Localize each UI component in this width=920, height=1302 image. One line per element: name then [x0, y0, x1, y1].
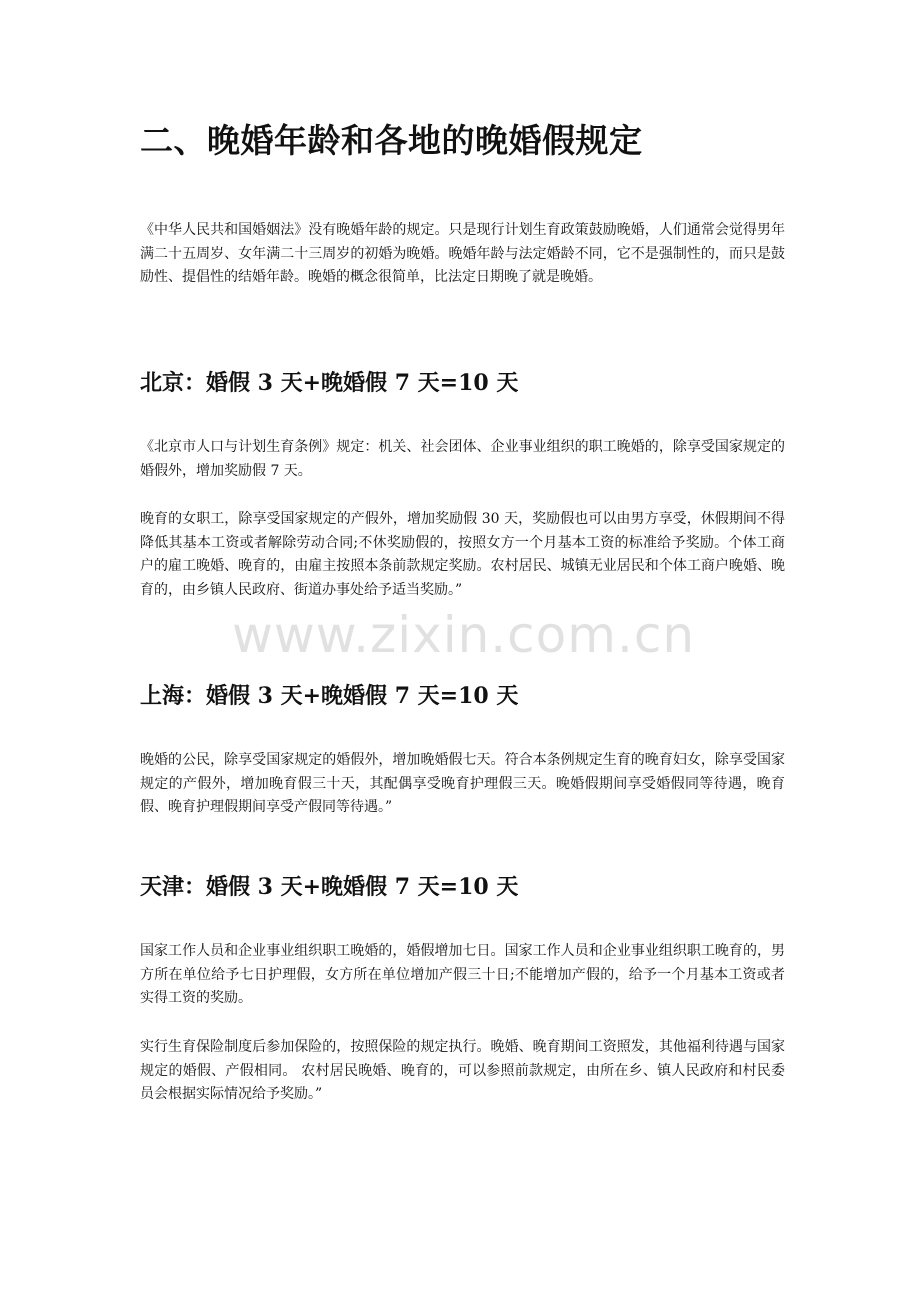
tianjin-paragraph-2: 实行生育保险制度后参加保险的，按照保险的规定执行。晚婚、晚育期间工资照发，其他福利待遇与国家规定的婚假、产假相同。 农村居民晚婚、晚育的，可以参照前款规定，由所在乡、镇人民政府和村民委员会根据实际情况给予奖励。” — [140, 1039, 785, 1102]
section-heading-tianjin: 天津：婚假 3 天+晚婚假 7 天=10 天 — [140, 874, 519, 900]
shanghai-paragraph-1: 晚婚的公民，除享受国家规定的婚假外，增加晚婚假七天。符合本条例规定生育的晚育妇女，除享受国家规定的产假外，增加晚育假三十天，其配偶享受晚育护理假三天。晚婚假期间享受婚假同等待遇，晚育假、晚育护理假期间享受产假同等待遇。” — [140, 752, 785, 815]
section-heading-beijing: 北京：婚假 3 天+晚婚假 7 天=10 天 — [140, 370, 519, 396]
section-heading-shanghai: 上海：婚假 3 天+晚婚假 7 天=10 天 — [140, 683, 519, 709]
beijing-paragraph-1: 《北京市人口与计划生育条例》规定：机关、社会团体、企业事业组织的职工晚婚的，除享受国家规定的婚假外，增加奖励假 7 天。 — [140, 439, 785, 479]
beijing-paragraph-2: 晚育的女职工，除享受国家规定的产假外，增加奖励假 30 天，奖励假也可以由男方享受，休假期间不得降低其基本工资或者解除劳动合同;不休奖励假的，按照女方一个月基本工资的标准给予奖励。个体工商户的雇工晚婚、晚育的，由雇主按照本条前款规定奖励。农村居民、城镇无业居民和个体工商户晚婚、晚育的，由乡镇人民政府、街道办事处给予适当奖励。” — [140, 511, 785, 598]
intro-paragraph: 《中华人民共和国婚姻法》没有晚婚年龄的规定。只是现行计划生育政策鼓励晚婚，人们通常会觉得男年满二十五周岁、女年满二十三周岁的初婚为晚婚。晚婚年龄与法定婚龄不同，它不是强制性的，而只是鼓励性、提倡性的结婚年龄。晚婚的概念很简单，比法定日期晚了就是晚婚。 — [140, 222, 785, 285]
tianjin-paragraph-1: 国家工作人员和企业事业组织职工晚婚的，婚假增加七日。国家工作人员和企业事业组织职工晚育的，男方所在单位给予七日护理假，女方所在单位增加产假三十日;不能增加产假的，给予一个月基本工资或者实得工资的奖励。 — [140, 943, 785, 1006]
page-title: 二、晚婚年龄和各地的晚婚假规定 — [140, 121, 643, 160]
watermark: www.zixin.com.cn — [232, 606, 696, 664]
